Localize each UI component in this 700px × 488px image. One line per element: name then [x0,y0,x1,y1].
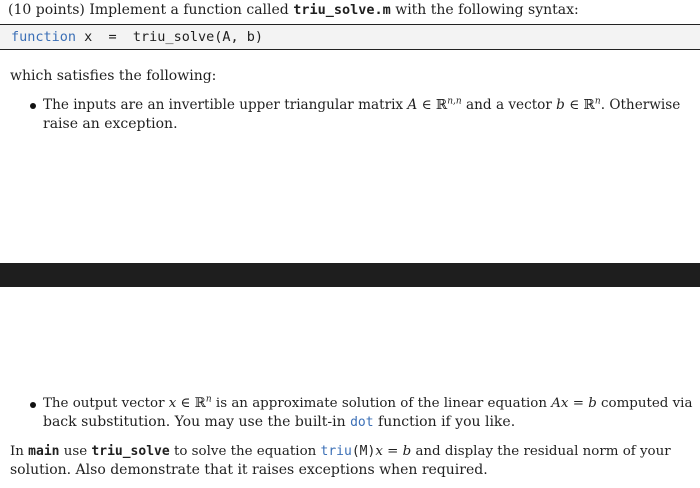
bullet-1-line-1: The inputs are an invertible upper triangular matrix A ∈ ℝ$^{n,n}$ and a vector b ∈ ℝ$^n$. Otherwise [43,96,681,113]
header-text: (10 points) Implement a function called [8,2,294,18]
bullet-dot [30,402,36,408]
code-keyword: function [11,29,77,45]
builtin-dot: dot [350,415,374,430]
function-filename: triu_solve.m [293,2,391,18]
redaction-band [0,263,700,287]
code-signature [11,29,263,46]
intro-text: which satisfies the following: [10,68,217,84]
bullet-dot [30,103,36,109]
triu-solve-code: triu_solve [91,444,170,459]
problem-header [8,1,579,19]
main-code: main [28,444,60,459]
bullet-1-line-2: raise an exception. [43,116,178,132]
closing-line-1: In main use triu_solve to solve the equation triu(M)x = b and display the residual norm of your [10,444,671,459]
triu-code: triu [320,444,352,459]
code-block [0,24,700,50]
closing-line-2: solution. Also demonstrate that it raises exceptions when required. [10,462,488,478]
header-suffix: with the following syntax: [390,2,579,18]
bullet-2-line-1: The output vector x ∈ ℝ$^n$ is an approximate solution of the linear equation Ax = b computed via [43,394,693,411]
bullet-2-line-2: back substitution. You may use the built-in dot function if you like. [43,414,516,430]
code-signature-text: x = triu_solve(A, b) [76,29,263,45]
